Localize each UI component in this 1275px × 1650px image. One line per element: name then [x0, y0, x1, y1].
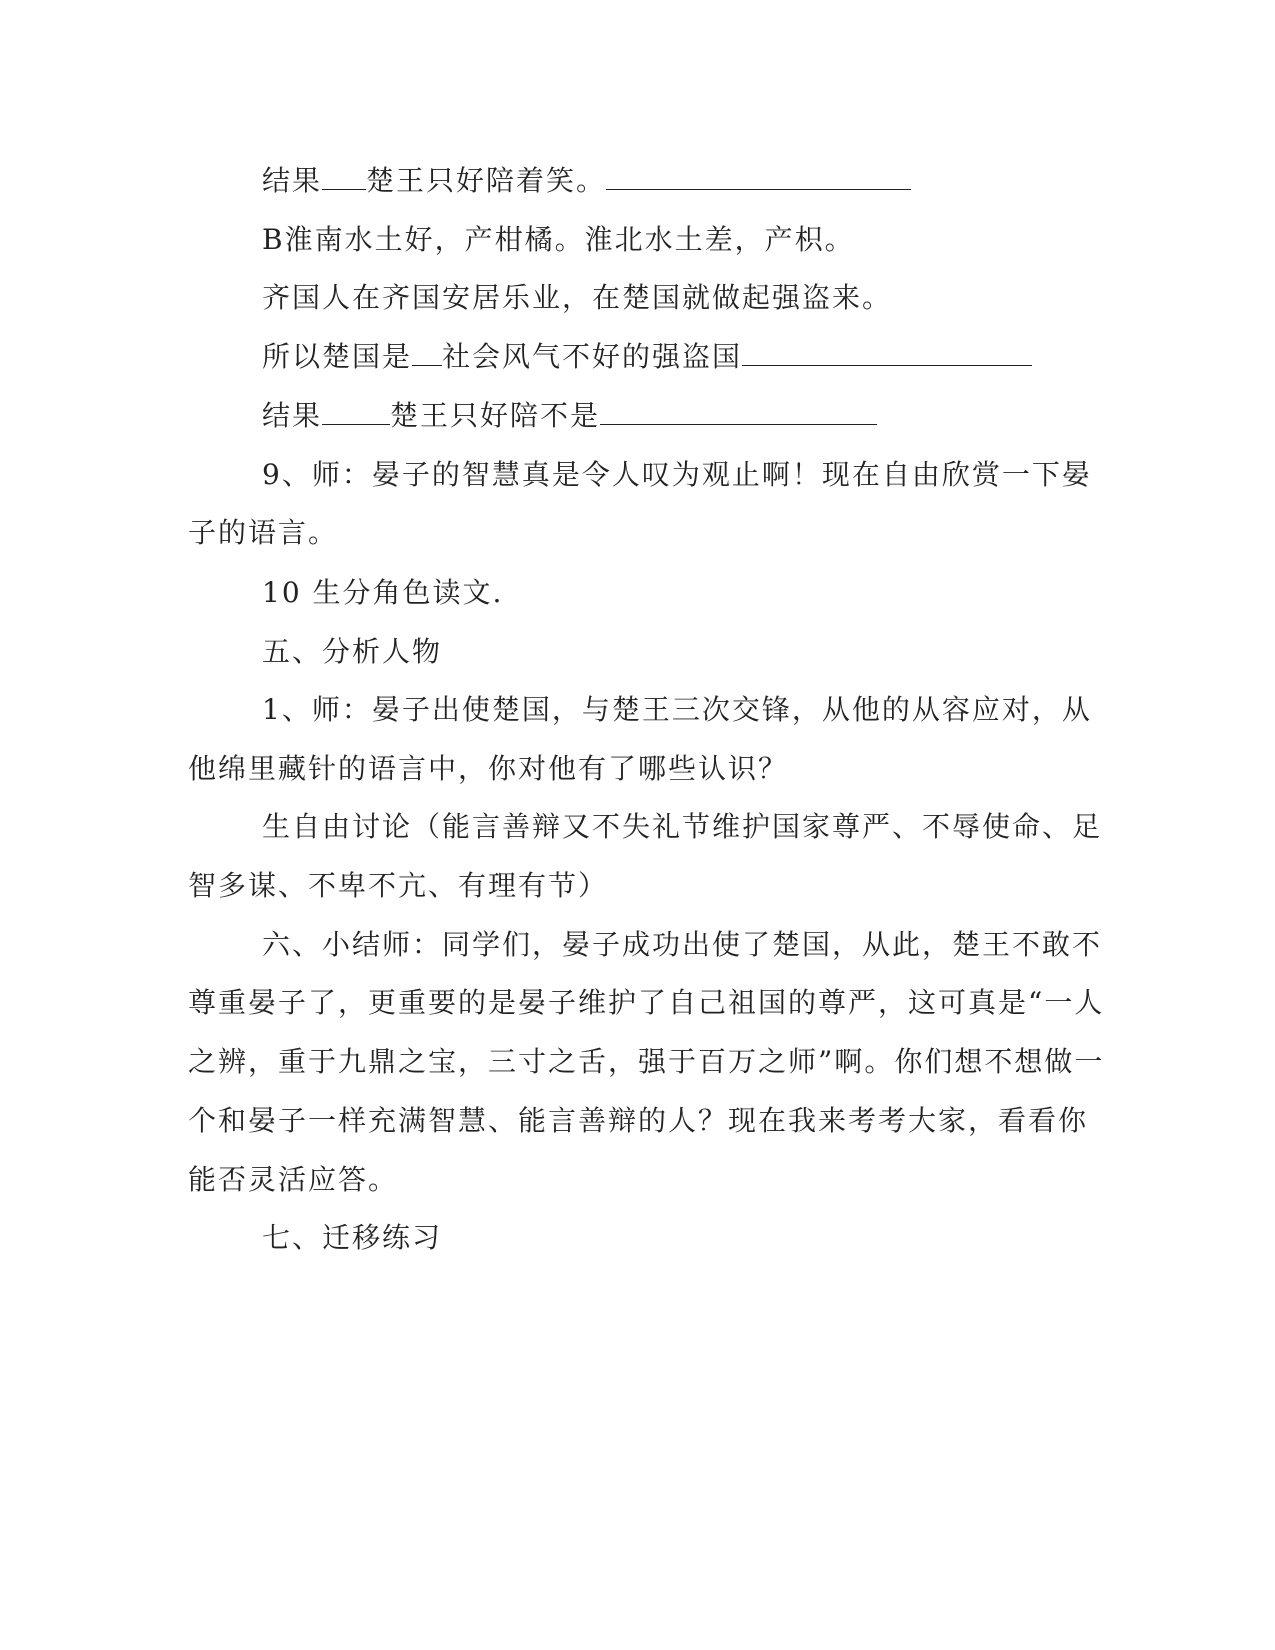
- line-segment: 社会风气不好的强盗国: [442, 340, 743, 373]
- answer-blank: [412, 339, 442, 366]
- text-line: B淮南水土好，产柑橘。淮北水土差，产枳。: [262, 223, 855, 256]
- line-segment: 所以楚国是: [262, 340, 413, 373]
- answer-blank: [742, 339, 1032, 366]
- text-line: 9、师：晏子的智慧真是令人叹为观止啊！现在自由欣赏一下晏: [262, 458, 1092, 491]
- text-line: 生自由讨论（能言善辩又不失礼节维护国家尊严、不辱使命、足: [262, 810, 1103, 843]
- text-line: [262, 396, 1162, 436]
- section-heading: 六、小结师：同学们，晏子成功出使了楚国，从此，楚王不敢不: [262, 928, 1103, 961]
- text-line: [262, 161, 1162, 201]
- text-line: 他绵里藏针的语言中，你对他有了哪些认识？: [188, 752, 789, 785]
- text-line: 尊重晏子了，更重要的是晏子维护了自己祖国的尊严，这可真是“一人: [188, 986, 1105, 1019]
- line-segment: 结果: [262, 399, 323, 432]
- line-segment: 楚王只好陪不是: [390, 399, 601, 432]
- answer-blank: [322, 398, 390, 425]
- text-line: 齐国人在齐国安居乐业，在楚国就做起强盗来。: [262, 281, 893, 314]
- text-line: 1、师：晏子出使楚国，与楚王三次交锋，从他的从容应对，从: [262, 693, 1092, 726]
- line-segment: 楚王只好陪着笑。: [366, 164, 607, 197]
- text-line: 个和晏子一样充满智慧、能言善辩的人？现在我来考考大家，看看你: [188, 1104, 1089, 1137]
- answer-blank: [600, 398, 877, 425]
- answer-blank: [606, 163, 911, 190]
- text-line: 能否灵活应答。: [188, 1163, 399, 1196]
- answer-blank: [322, 163, 366, 190]
- text-line: 智多谋、不卑不亢、有理有节）: [188, 869, 609, 902]
- text-line: 子的语言。: [188, 516, 339, 549]
- section-heading: 五、分析人物: [262, 635, 443, 668]
- text-line: 之辨，重于九鼎之宝，三寸之舌，强于百万之师”啊。你们想不想做一: [188, 1045, 1105, 1078]
- section-heading: 七、迁移练习: [262, 1221, 443, 1254]
- text-line: 10 生分角色读文.: [262, 576, 504, 609]
- line-segment: 结果: [262, 164, 323, 197]
- text-line: [262, 337, 1162, 377]
